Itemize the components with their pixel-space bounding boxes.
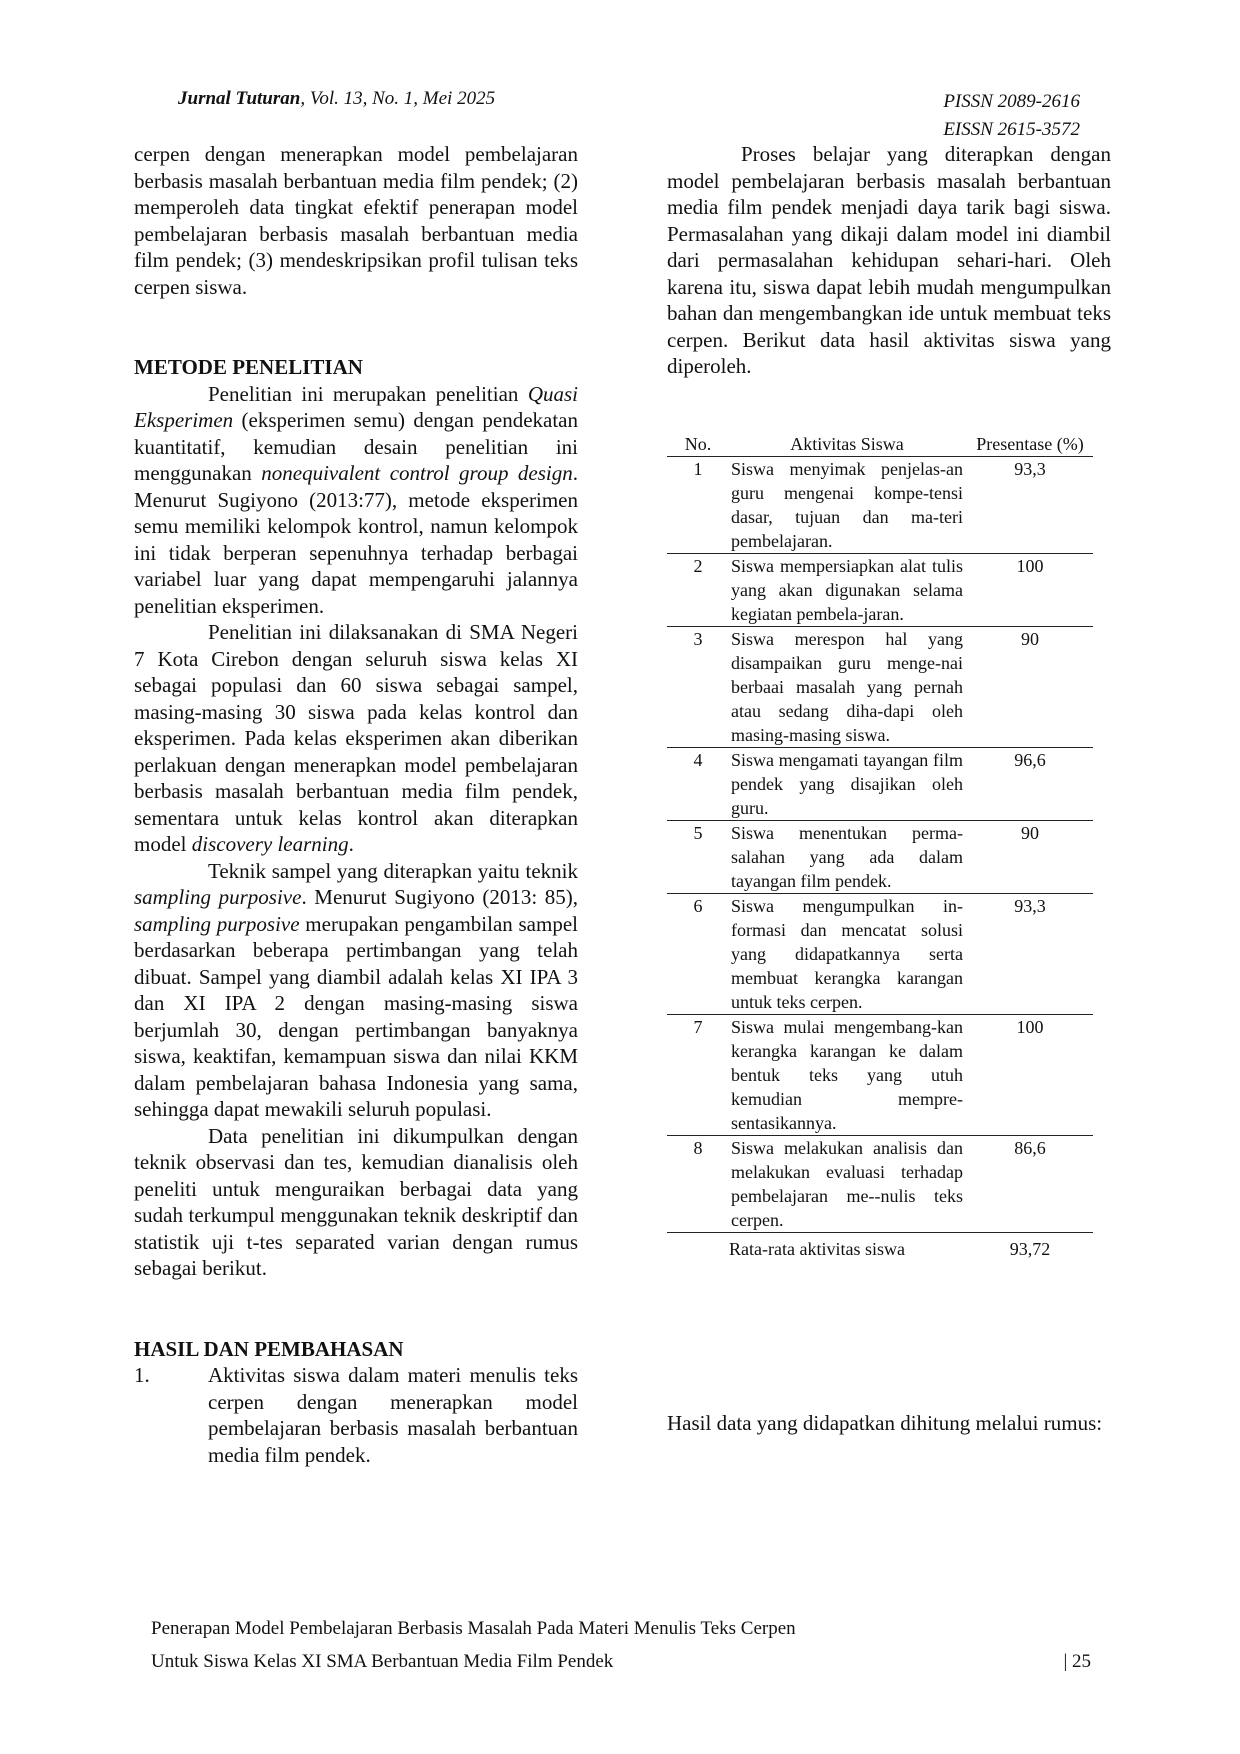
metode-paragraph-1: Penelitian ini merupakan penelitian Quasi Eksperimen (eksperimen semu) dengan pendekatan kuantitatif, kemudian desain penelitian ini menggunakan nonequivalent control group design. Menurut Sugiyono (2013:77), metode eksperimen semu memiliki kelompok kontrol, namun kelompok ini tidak berperan sepenuhnya terhadap berbagai variabel luar yang dapat mempengaruhi jalannya penelitian eksperimen. [134,381,578,618]
header-percent: Presentase (%) [967,432,1093,457]
table-row: 6 Siswa mengumpulkan in-formasi dan mencatat solusi yang didapatkannya serta membuat kerangka karangan untuk teks cerpen. 93,3 [667,894,1093,1015]
issn-block [900,88,1080,144]
table-row: 7 Siswa mulai mengembang-kan kerangka karangan ke dalam bentuk teks yang utuh kemudian mempre-sentasikannya. 100 [667,1015,1093,1136]
journal-header [178,88,495,110]
journal-name: Jurnal Tuturan [178,88,301,109]
page-number: | 25 [1063,1651,1091,1672]
left-column [134,141,578,1468]
header-activity: Aktivitas Siswa [729,432,967,457]
metode-paragraph-4: Data penelitian ini dikumpulkan dengan teknik observasi dan tes, kemudian dianalisis oleh peneliti untuk menguraikan berbagai data yang sudah terkumpul menggunakan teknik deskriptif dan statistik uji t-tes separated varian dengan rumus sebagai berikut. [134,1123,578,1280]
table-row: 1 Siswa menyimak penjelas-an guru mengenai kompe-tensi dasar, tujuan dan ma-teri pembelajaran. 93,3 [667,457,1093,554]
pissn: PISSN 2089-2616 [943,91,1080,112]
footer-title-line2: Untuk Siswa Kelas XI SMA Berbantuan Media Film Pendek [151,1651,614,1672]
table-row: 5 Siswa menentukan perma-salahan yang ada dalam tayangan film pendek. 90 [667,821,1093,894]
hasil-heading: HASIL DAN PEMBAHASAN [134,1336,404,1361]
hasil-list-item [134,1362,578,1468]
header-no: No. [667,432,729,457]
right-column [667,141,1111,380]
eissn: EISSN 2615-3572 [943,119,1080,140]
right-paragraph: Proses belajar yang diterapkan dengan model pembelajaran berbasis masalah berbantuan media film pendek menjadi daya tarik bagi siswa. Permasalahan yang dikaji dalam model ini diambil dari permasalahan kehidupan sehari-hari. Oleh karena itu, siswa dapat lebih mudah mengumpulkan bahan dan mengembangkan ide untuk membuat teks cerpen. Berikut data hasil aktivitas siswa yang diperoleh. [667,142,1111,378]
hasil-item-text: Aktivitas siswa dalam materi menulis teks cerpen dengan menerapkan model pembelajaran berbasis masalah berbantuan media film pendek. [208,1363,578,1467]
after-table-paragraph: Hasil data yang didapatkan dihitung melalui rumus: [667,1411,1103,1435]
table-row: 8 Siswa melakukan analisis dan melakukan evaluasi terhadap pembelajaran me--nulis teks cerpen. 86,6 [667,1136,1093,1233]
hasil-item-number: 1. [134,1363,150,1387]
page-footer [151,1612,1091,1678]
average-label: Rata-rata aktivitas siswa [729,1239,905,1259]
table-header-row [667,432,1093,457]
activity-table [667,432,1093,1261]
table-row: 3 Siswa merespon hal yang disampaikan guru menge-nai berbaai masalah yang pernah atau sedang diha-dapi oleh masing-masing siswa. 90 [667,627,1093,748]
table-row: 4 Siswa mengamati tayangan film pendek yang disajikan oleh guru. 96,6 [667,748,1093,821]
journal-volume: , Vol. 13, No. 1, Mei 2025 [300,88,496,109]
footer-title-line1: Penerapan Model Pembelajaran Berbasis Masalah Pada Materi Menulis Teks Cerpen [151,1618,796,1639]
metode-paragraph-2: Penelitian ini dilaksanakan di SMA Negeri 7 Kota Cirebon dengan seluruh siswa kelas XI sebagai populasi dan 60 siswa sebagai sampel, masing-masing 30 siswa pada kelas kontrol dan eksperimen. Pada kelas eksperimen akan diberikan perlakuan dengan menerapkan model pembelajaran berbasis masalah berbantuan media film pendek, sementara untuk kelas kontrol akan diterapkan model discovery learning. [134,620,578,856]
table-average-row [667,1233,1093,1262]
metode-heading: METODE PENELITIAN [134,355,363,379]
table-row: 2 Siswa mempersiapkan alat tulis yang akan digunakan selama kegiatan pembela-jaran. 100 [667,554,1093,627]
intro-paragraph: cerpen dengan menerapkan model pembelajaran berbasis masalah berbantuan media film pendek; (2) memperoleh data tingkat efektif penerapan model pembelajaran berbasis masalah berbantuan media film pendek; (3) mendeskripsikan profil tulisan teks cerpen siswa. [134,142,578,299]
metode-paragraph-3: Teknik sampel yang diterapkan yaitu teknik sampling purposive. Menurut Sugiyono (2013: 85), sampling purposive merupakan pengambilan sampel berdasarkan beberapa pertimbangan yang telah dibuat. Sampel yang diambil adalah kelas XI IPA 3 dan XI IPA 2 dengan masing-masing siswa berjumlah 30, dengan pertimbangan banyaknya siswa, keaktifan, kemampuan siswa dan nilai KKM dalam pembelajaran bahasa Indonesia yang sama, sehingga dapat mewakili seluruh populasi. [134,858,579,1121]
average-value: 93,72 [1009,1239,1051,1259]
